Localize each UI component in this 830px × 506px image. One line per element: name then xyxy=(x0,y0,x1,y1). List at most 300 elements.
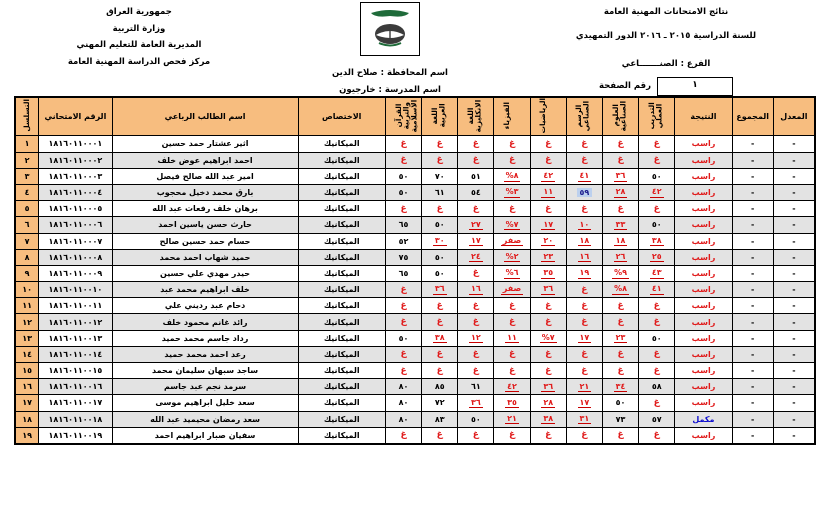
table-row xyxy=(15,152,815,168)
cell-grade-islamic: ٧٥ xyxy=(385,249,421,265)
cell-grade-eng-theory: ٢٦ xyxy=(602,249,638,265)
cell-grade-english: غ xyxy=(458,265,494,281)
cell-total: - xyxy=(732,395,773,411)
cell-grade-math: ١١ xyxy=(530,184,566,200)
cell-exam-number: ١٨١٦٠١١٠٠٠٨ xyxy=(39,249,112,265)
cell-total: - xyxy=(732,249,773,265)
cell-grade-english: غ xyxy=(458,201,494,217)
cell-grade-english: ٢٧ xyxy=(458,217,494,233)
col-tech-drawing: الرسم الصناعي xyxy=(566,97,602,136)
table-row xyxy=(15,346,815,362)
cell-grade-practical: ٥٧ xyxy=(639,411,675,427)
cell-serial: ١٦ xyxy=(15,379,39,395)
cell-exam-number: ١٨١٦٠١١٠٠١٩ xyxy=(39,427,112,444)
cell-grade-physics: غ xyxy=(494,152,530,168)
cell-result: راسب xyxy=(675,217,732,233)
cell-grade-eng-theory: غ xyxy=(602,363,638,379)
cell-grade-islamic: غ xyxy=(385,136,421,152)
cell-grade-math: غ xyxy=(530,201,566,217)
cell-grade-islamic: ٦٥ xyxy=(385,217,421,233)
cell-student-name: دحام عبد رديني علي xyxy=(112,298,298,314)
cell-average: - xyxy=(773,379,815,395)
cell-grade-math: ١٧ xyxy=(530,217,566,233)
cell-specialization: الميكانيك xyxy=(298,379,385,395)
cell-exam-number: ١٨١٦٠١١٠٠١٦ xyxy=(39,379,112,395)
cell-serial: ٧ xyxy=(15,233,39,249)
cell-total: - xyxy=(732,184,773,200)
table-row xyxy=(15,330,815,346)
cell-grade-islamic: ٥٠ xyxy=(385,184,421,200)
cell-serial: ١٤ xyxy=(15,346,39,362)
cell-grade-english: غ xyxy=(458,136,494,152)
cell-grade-physics: ٤٢ xyxy=(494,379,530,395)
col-physics: الفيزياء xyxy=(494,97,530,136)
governorate-label: اسم المحافظة : صلاح الدين xyxy=(332,68,448,78)
cell-grade-math: ٧% xyxy=(530,330,566,346)
cell-grade-tech-drawing: ١٠ xyxy=(566,217,602,233)
cell-grade-physics: ٢% xyxy=(494,249,530,265)
cell-exam-number: ١٨١٦٠١١٠٠٠١ xyxy=(39,136,112,152)
cell-exam-number: ١٨١٦٠١١٠٠٠٤ xyxy=(39,184,112,200)
cell-grade-physics: ١١ xyxy=(494,330,530,346)
cell-average: - xyxy=(773,265,815,281)
cell-grade-tech-drawing: غ xyxy=(566,346,602,362)
cell-grade-math: ٣٥ xyxy=(530,265,566,281)
cell-total: - xyxy=(732,379,773,395)
cell-serial: ٦ xyxy=(15,217,39,233)
cell-grade-practical: غ xyxy=(639,152,675,168)
cell-grade-english: ٢٤ xyxy=(458,249,494,265)
table-row xyxy=(15,427,815,444)
cell-grade-eng-theory: غ xyxy=(602,298,638,314)
cell-grade-eng-theory: غ xyxy=(602,201,638,217)
cell-student-name: اثير عشتار حمد حسين xyxy=(112,136,298,152)
cell-result: راسب xyxy=(675,152,732,168)
cell-specialization: الميكانيك xyxy=(298,201,385,217)
cell-grade-practical: ٤٢ xyxy=(639,184,675,200)
cell-specialization: الميكانيك xyxy=(298,363,385,379)
header-left-block xyxy=(516,2,816,96)
cell-grade-islamic: ٨٠ xyxy=(385,379,421,395)
cell-student-name: حميد شهاب احمد محمد xyxy=(112,249,298,265)
cell-grade-practical: ٣٨ xyxy=(639,233,675,249)
cell-grade-math: ٢٠ xyxy=(530,233,566,249)
country-line: جمهورية العراق xyxy=(106,7,172,17)
cell-specialization: الميكانيك xyxy=(298,217,385,233)
col-student-name: اسم الطالب الرباعي xyxy=(112,97,298,136)
col-english: اللغة الانكليزية xyxy=(458,97,494,136)
cell-grade-eng-theory: ٢٣ xyxy=(602,330,638,346)
cell-specialization: الميكانيك xyxy=(298,184,385,200)
cell-total: - xyxy=(732,346,773,362)
cell-serial: ٥ xyxy=(15,201,39,217)
cell-grade-arabic: غ xyxy=(422,363,458,379)
cell-grade-tech-drawing: غ xyxy=(566,201,602,217)
ministry-line: وزارة التربية xyxy=(112,23,166,34)
cell-average: - xyxy=(773,411,815,427)
cell-grade-eng-theory: غ xyxy=(602,346,638,362)
cell-grade-math: ٢٣ xyxy=(530,249,566,265)
table-row xyxy=(15,395,815,411)
cell-grade-physics: صفر xyxy=(494,282,530,298)
cell-exam-number: ١٨١٦٠١١٠٠١٣ xyxy=(39,330,112,346)
cell-result: راسب xyxy=(675,427,732,444)
cell-grade-practical: غ xyxy=(639,136,675,152)
cell-total: - xyxy=(732,152,773,168)
cell-average: - xyxy=(773,152,815,168)
cell-student-name: رداد جاسم محمد حميد xyxy=(112,330,298,346)
cell-grade-islamic: ٨٠ xyxy=(385,395,421,411)
table-row xyxy=(15,265,815,281)
cell-grade-practical: غ xyxy=(639,363,675,379)
cell-grade-arabic: ٣٨ xyxy=(422,330,458,346)
cell-grade-islamic: ٦٥ xyxy=(385,265,421,281)
cell-grade-english: ١٢ xyxy=(458,330,494,346)
cell-grade-tech-drawing: غ xyxy=(566,427,602,444)
cell-grade-physics: ٦% xyxy=(494,265,530,281)
cell-exam-number: ١٨١٦٠١١٠٠١٢ xyxy=(39,314,112,330)
table-row xyxy=(15,314,815,330)
header-right-block xyxy=(14,2,264,70)
cell-total: - xyxy=(732,330,773,346)
cell-exam-number: ١٨١٦٠١١٠٠١٧ xyxy=(39,395,112,411)
cell-average: - xyxy=(773,427,815,444)
cell-exam-number: ١٨١٦٠١١٠٠٠٧ xyxy=(39,233,112,249)
cell-student-name: حيدر مهدي علي حسين xyxy=(112,265,298,281)
cell-grade-eng-theory: ٧٣ xyxy=(602,411,638,427)
cell-specialization: الميكانيك xyxy=(298,411,385,427)
cell-result: مكمل xyxy=(675,411,732,427)
cell-grade-tech-drawing: ١٧ xyxy=(566,395,602,411)
col-exam-number: الرقم الامتحاني xyxy=(39,97,112,136)
cell-student-name: رعد احمد محمد حميد xyxy=(112,346,298,362)
cell-grade-tech-drawing: ١٦ xyxy=(566,249,602,265)
cell-grade-physics: ٧% xyxy=(494,217,530,233)
cell-result: راسب xyxy=(675,233,732,249)
cell-serial: ٣ xyxy=(15,168,39,184)
cell-average: - xyxy=(773,184,815,200)
document-header xyxy=(0,0,830,96)
cell-exam-number: ١٨١٦٠١١٠٠٠٦ xyxy=(39,217,112,233)
cell-grade-practical: غ xyxy=(639,298,675,314)
cell-grade-practical: غ xyxy=(639,314,675,330)
cell-student-name: خلف ابراهيم محمد عبد xyxy=(112,282,298,298)
cell-grade-math: ٣٦ xyxy=(530,282,566,298)
cell-grade-arabic: ٥٠ xyxy=(422,249,458,265)
cell-grade-tech-drawing: غ xyxy=(566,363,602,379)
cell-grade-english: ٥٠ xyxy=(458,411,494,427)
cell-grade-islamic: غ xyxy=(385,201,421,217)
cell-exam-number: ١٨١٦٠١١٠٠٠٩ xyxy=(39,265,112,281)
cell-result: راسب xyxy=(675,282,732,298)
cell-grade-arabic: غ xyxy=(422,152,458,168)
col-eng-theory: العلوم الصناعية xyxy=(602,97,638,136)
cell-grade-math: ٣٦ xyxy=(530,379,566,395)
cell-grade-arabic: ٧٠ xyxy=(422,168,458,184)
cell-grade-arabic: غ xyxy=(422,201,458,217)
cell-exam-number: ١٨١٦٠١١٠٠١٥ xyxy=(39,363,112,379)
cell-serial: ١٩ xyxy=(15,427,39,444)
cell-grade-english: غ xyxy=(458,363,494,379)
cell-grade-math: غ xyxy=(530,346,566,362)
cell-grade-practical: ٤٣ xyxy=(639,265,675,281)
cell-grade-eng-theory: غ xyxy=(602,314,638,330)
cell-grade-eng-theory: غ xyxy=(602,152,638,168)
cell-grade-physics: غ xyxy=(494,346,530,362)
cell-grade-physics: غ xyxy=(494,136,530,152)
cell-total: - xyxy=(732,298,773,314)
cell-exam-number: ١٨١٦٠١١٠٠٠٣ xyxy=(39,168,112,184)
cell-total: - xyxy=(732,363,773,379)
cell-grade-eng-theory: غ xyxy=(602,427,638,444)
col-result: النتيجة xyxy=(675,97,732,136)
cell-student-name: حسام حمد حسين صالح xyxy=(112,233,298,249)
cell-grade-english: ١٦ xyxy=(458,282,494,298)
cell-grade-islamic: غ xyxy=(385,427,421,444)
cell-grade-tech-drawing: ٣١ xyxy=(566,411,602,427)
cell-grade-islamic: غ xyxy=(385,152,421,168)
col-average: المعدل xyxy=(773,97,815,136)
center-line: مركز فحص الدراسة المهنية العامة xyxy=(67,56,211,67)
cell-grade-islamic: غ xyxy=(385,346,421,362)
cell-specialization: الميكانيك xyxy=(298,314,385,330)
cell-grade-physics: غ xyxy=(494,201,530,217)
cell-result: راسب xyxy=(675,379,732,395)
table-row xyxy=(15,184,815,200)
cell-average: - xyxy=(773,298,815,314)
cell-student-name: امير عبد الله صالح فيصل xyxy=(112,168,298,184)
cell-grade-arabic: ٦١ xyxy=(422,184,458,200)
cell-grade-arabic: غ xyxy=(422,136,458,152)
cell-grade-practical: غ xyxy=(639,201,675,217)
cell-grade-physics: ٣% xyxy=(494,184,530,200)
cell-average: - xyxy=(773,282,815,298)
cell-grade-tech-drawing: ٥٩ xyxy=(566,184,602,200)
results-table-head xyxy=(15,97,815,136)
cell-serial: ١٣ xyxy=(15,330,39,346)
cell-grade-math: ٢٨ xyxy=(530,395,566,411)
cell-grade-islamic: ٥٠ xyxy=(385,168,421,184)
col-practical: التدريب العملي xyxy=(639,97,675,136)
cell-specialization: الميكانيك xyxy=(298,330,385,346)
cell-grade-practical: ٥٠ xyxy=(639,168,675,184)
cell-serial: ١٠ xyxy=(15,282,39,298)
cell-grade-eng-theory: ٣٣ xyxy=(602,217,638,233)
cell-grade-practical: ٤١ xyxy=(639,282,675,298)
col-math: الرياضيات xyxy=(530,97,566,136)
cell-grade-tech-drawing: ١٩ xyxy=(566,265,602,281)
cell-grade-eng-theory: ١٨ xyxy=(602,233,638,249)
table-row xyxy=(15,282,815,298)
cell-grade-tech-drawing: ٢١ xyxy=(566,379,602,395)
cell-grade-english: غ xyxy=(458,314,494,330)
cell-grade-arabic: ٥٠ xyxy=(422,265,458,281)
col-specialization: الاختصاص xyxy=(298,97,385,136)
cell-specialization: الميكانيك xyxy=(298,233,385,249)
cell-average: - xyxy=(773,249,815,265)
cell-grade-arabic: ٧٢ xyxy=(422,395,458,411)
table-row xyxy=(15,201,815,217)
cell-grade-english: غ xyxy=(458,298,494,314)
cell-result: راسب xyxy=(675,184,732,200)
cell-total: - xyxy=(732,233,773,249)
cell-grade-practical: غ xyxy=(639,427,675,444)
cell-serial: ٤ xyxy=(15,184,39,200)
cell-student-name: سعد خليل ابراهيم موسى xyxy=(112,395,298,411)
cell-grade-math: ٣٨ xyxy=(530,411,566,427)
cell-grade-math: غ xyxy=(530,314,566,330)
header-middle-block xyxy=(273,2,508,100)
cell-serial: ١٥ xyxy=(15,363,39,379)
cell-grade-english: غ xyxy=(458,152,494,168)
page-number-label: رقم الصفحة xyxy=(599,80,651,91)
cell-total: - xyxy=(732,411,773,427)
cell-grade-tech-drawing: ٤١ xyxy=(566,168,602,184)
cell-grade-eng-theory: غ xyxy=(602,136,638,152)
cell-result: راسب xyxy=(675,330,732,346)
cell-specialization: الميكانيك xyxy=(298,298,385,314)
cell-specialization: الميكانيك xyxy=(298,168,385,184)
col-islamic: القرآن والتربية الاسلامية xyxy=(385,97,421,136)
cell-serial: ٩ xyxy=(15,265,39,281)
cell-student-name: بارق محمد دخيل محجوب xyxy=(112,184,298,200)
cell-grade-practical: غ xyxy=(639,346,675,362)
cell-grade-tech-drawing: غ xyxy=(566,282,602,298)
cell-grade-arabic: غ xyxy=(422,314,458,330)
cell-average: - xyxy=(773,363,815,379)
cell-student-name: احمد ابراهيم عوض خلف xyxy=(112,152,298,168)
cell-result: راسب xyxy=(675,314,732,330)
cell-grade-math: غ xyxy=(530,363,566,379)
cell-grade-physics: غ xyxy=(494,298,530,314)
cell-student-name: رائد غانم محمود خلف xyxy=(112,314,298,330)
cell-student-name: سفيان صبار ابراهيم احمد xyxy=(112,427,298,444)
header-row xyxy=(15,97,815,136)
cell-serial: ٨ xyxy=(15,249,39,265)
cell-grade-arabic: غ xyxy=(422,427,458,444)
cell-grade-arabic: ٣٠ xyxy=(422,233,458,249)
results-table-wrapper xyxy=(0,96,830,445)
cell-average: - xyxy=(773,330,815,346)
cell-grade-eng-theory: ٢٨ xyxy=(602,184,638,200)
cell-grade-islamic: غ xyxy=(385,298,421,314)
cell-exam-number: ١٨١٦٠١١٠٠١٠ xyxy=(39,282,112,298)
table-row xyxy=(15,298,815,314)
cell-student-name: سرمد نجم عبد جاسم xyxy=(112,379,298,395)
table-row xyxy=(15,217,815,233)
cell-grade-tech-drawing: غ xyxy=(566,152,602,168)
cell-grade-english: ٦١ xyxy=(458,379,494,395)
cell-student-name: حارث حسن ياسين احمد xyxy=(112,217,298,233)
cell-grade-english: ٥٤ xyxy=(458,184,494,200)
cell-grade-tech-drawing: ١٨ xyxy=(566,233,602,249)
page-number-value: ١ xyxy=(692,80,698,91)
cell-specialization: الميكانيك xyxy=(298,136,385,152)
cell-specialization: الميكانيك xyxy=(298,427,385,444)
academic-year-line: للسنة الدراسية ٢٠١٥ ـ ٢٠١٦ الدور التمهيدي xyxy=(575,30,757,41)
cell-average: - xyxy=(773,346,815,362)
cell-grade-practical: ٢٥ xyxy=(639,249,675,265)
cell-grade-tech-drawing: غ xyxy=(566,298,602,314)
cell-grade-islamic: غ xyxy=(385,363,421,379)
cell-grade-english: ٥١ xyxy=(458,168,494,184)
cell-exam-number: ١٨١٦٠١١٠٠١٨ xyxy=(39,411,112,427)
cell-total: - xyxy=(732,168,773,184)
col-arabic: اللغة العربية xyxy=(422,97,458,136)
cell-grade-english: ١٧ xyxy=(458,233,494,249)
cell-specialization: الميكانيك xyxy=(298,249,385,265)
cell-result: راسب xyxy=(675,265,732,281)
ministry-emblem-icon xyxy=(360,2,420,56)
cell-total: - xyxy=(732,265,773,281)
cell-result: راسب xyxy=(675,298,732,314)
cell-grade-math: غ xyxy=(530,152,566,168)
cell-grade-physics: غ xyxy=(494,427,530,444)
cell-grade-physics: غ xyxy=(494,363,530,379)
cell-grade-math: غ xyxy=(530,427,566,444)
cell-grade-eng-theory: ٥٠ xyxy=(602,395,638,411)
table-row xyxy=(15,249,815,265)
cell-grade-arabic: ٨٣ xyxy=(422,411,458,427)
cell-total: - xyxy=(732,427,773,444)
table-row xyxy=(15,411,815,427)
cell-average: - xyxy=(773,233,815,249)
cell-grade-english: غ xyxy=(458,346,494,362)
cell-grade-islamic: غ xyxy=(385,282,421,298)
cell-average: - xyxy=(773,168,815,184)
cell-grade-english: ٣٦ xyxy=(458,395,494,411)
cell-average: - xyxy=(773,201,815,217)
cell-exam-number: ١٨١٦٠١١٠٠٠٢ xyxy=(39,152,112,168)
cell-grade-arabic: غ xyxy=(422,346,458,362)
cell-exam-number: ١٨١٦٠١١٠٠٠٥ xyxy=(39,201,112,217)
cell-grade-arabic: غ xyxy=(422,298,458,314)
cell-grade-practical: ٥٠ xyxy=(639,217,675,233)
cell-grade-arabic: ٨٥ xyxy=(422,379,458,395)
cell-serial: ١١ xyxy=(15,298,39,314)
table-row xyxy=(15,379,815,395)
cell-grade-tech-drawing: غ xyxy=(566,314,602,330)
cell-grade-eng-theory: ٨% xyxy=(602,282,638,298)
cell-serial: ١٨ xyxy=(15,411,39,427)
cell-grade-arabic: ٣٦ xyxy=(422,282,458,298)
cell-average: - xyxy=(773,136,815,152)
cell-grade-eng-theory: ٣٤ xyxy=(602,379,638,395)
cell-result: راسب xyxy=(675,168,732,184)
cell-specialization: الميكانيك xyxy=(298,346,385,362)
cell-grade-physics: ٣٥ xyxy=(494,395,530,411)
table-row xyxy=(15,233,815,249)
cell-student-name: برهان خلف رفعات عبد الله xyxy=(112,201,298,217)
cell-result: راسب xyxy=(675,346,732,362)
directorate-line: المديرية العامة للتعليم المهني xyxy=(76,40,202,51)
cell-grade-eng-theory: ٩% xyxy=(602,265,638,281)
cell-grade-islamic: ٥٢ xyxy=(385,233,421,249)
cell-grade-physics: ٢١ xyxy=(494,411,530,427)
page-number-box xyxy=(657,77,733,96)
cell-serial: ١ xyxy=(15,136,39,152)
results-table-body xyxy=(15,136,815,444)
cell-grade-practical: ٥٠ xyxy=(639,330,675,346)
cell-grade-math: غ xyxy=(530,298,566,314)
cell-average: - xyxy=(773,395,815,411)
cell-exam-number: ١٨١٦٠١١٠٠١١ xyxy=(39,298,112,314)
cell-grade-arabic: ٥٠ xyxy=(422,217,458,233)
cell-total: - xyxy=(732,136,773,152)
table-row xyxy=(15,363,815,379)
table-row xyxy=(15,136,815,152)
branch-label: الفرع : الصنـــــــاعي xyxy=(621,59,711,70)
